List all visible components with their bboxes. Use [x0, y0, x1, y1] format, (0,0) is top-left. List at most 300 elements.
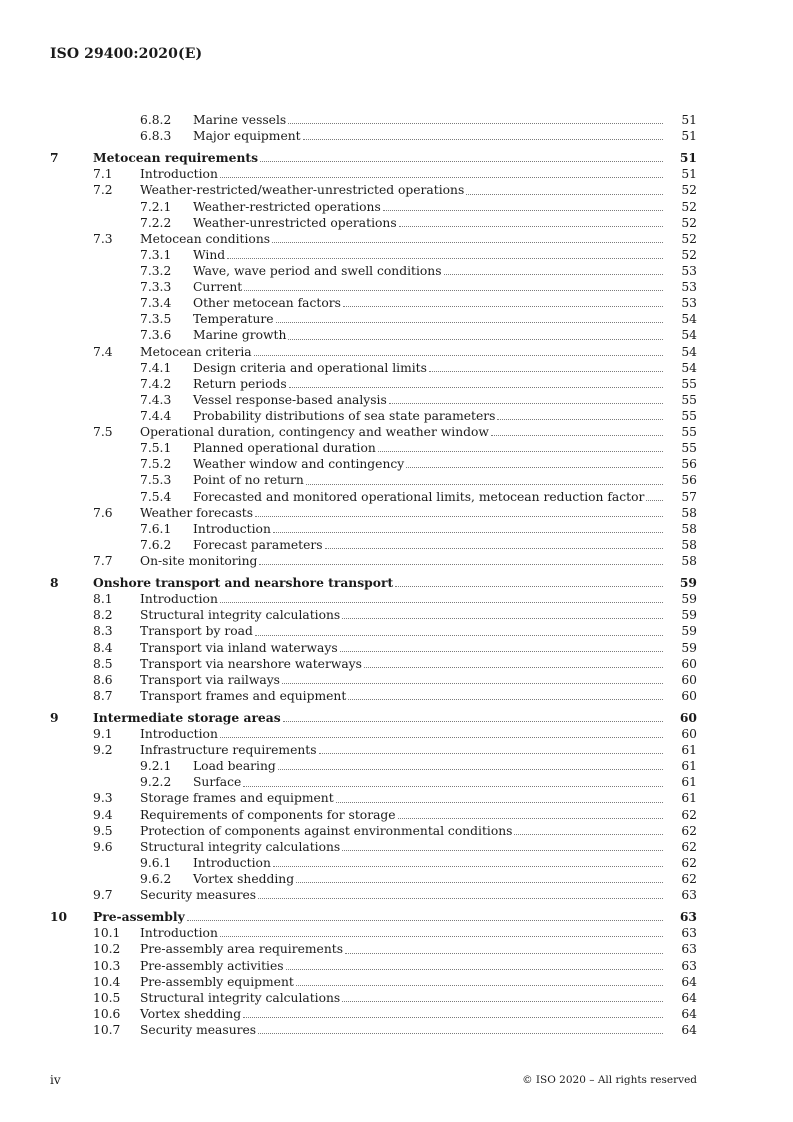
- toc-entry-title: Introduction: [140, 926, 218, 941]
- toc-entry[interactable]: [0, 128, 793, 144]
- toc-entry-number: 7.4.1: [140, 360, 172, 375]
- toc-entry-page: 59: [681, 608, 697, 623]
- toc-entry-title: Introduction: [140, 592, 218, 607]
- toc-entry-page: 64: [681, 990, 697, 1005]
- toc-entry-number: 7.4.2: [140, 376, 172, 391]
- toc-entry-number: 8.1: [93, 592, 113, 607]
- toc-entry-title: Security measures: [140, 1023, 257, 1038]
- toc-entry-page: 56: [681, 473, 697, 488]
- toc-entry-number: 7.6.1: [140, 521, 172, 536]
- dot-leader: [497, 418, 663, 420]
- toc-entry-page: 57: [681, 489, 697, 504]
- toc-entry-title: Transport via inland waterways: [140, 640, 338, 655]
- toc-entry-body: [93, 909, 665, 925]
- dot-leader: [282, 682, 663, 684]
- toc-entry[interactable]: [0, 247, 793, 263]
- dot-leader: [342, 1000, 663, 1002]
- toc-entry[interactable]: [0, 640, 793, 656]
- toc-entry-body: [193, 456, 665, 472]
- toc-entry-title: Transport frames and equipment: [140, 688, 347, 703]
- copyright-notice: © ISO 2020 – All rights reserved: [522, 1074, 697, 1086]
- toc-entry-number: 8: [50, 575, 59, 591]
- dot-leader: [296, 984, 663, 986]
- toc-entry[interactable]: [0, 887, 793, 903]
- toc-entry-body: [193, 215, 665, 231]
- toc-entry-number: 9.2.2: [140, 775, 172, 790]
- dot-leader: [258, 897, 663, 899]
- toc-entry-title: Forecasted and monitored operational limits, metocean reduction factor: [193, 489, 645, 504]
- toc-entry[interactable]: [0, 199, 793, 215]
- toc-entry-body: [193, 774, 665, 790]
- toc-entry-page: 51: [679, 150, 697, 166]
- toc-entry-page: 54: [681, 344, 697, 359]
- toc-entry-title: Intermediate storage areas: [93, 709, 281, 725]
- toc-entry-title: Forecast parameters: [193, 537, 323, 552]
- toc-entry-title: Pre-assembly activities: [140, 958, 284, 973]
- toc-entry-title: Current: [193, 280, 243, 295]
- toc-entry-number: 9.4: [93, 807, 113, 822]
- toc-entry-number: 7.5.3: [140, 473, 172, 488]
- toc-entry-title: Storage frames and equipment: [140, 791, 334, 806]
- dot-leader: [444, 273, 663, 275]
- toc-entry[interactable]: [0, 424, 793, 440]
- toc-entry[interactable]: [0, 553, 793, 569]
- toc-entry-body: [140, 887, 665, 903]
- toc-entry-title: Metocean criteria: [140, 344, 252, 359]
- dot-leader: [288, 338, 663, 340]
- toc-entry-page: 63: [681, 926, 697, 941]
- toc-entry[interactable]: [0, 231, 793, 247]
- toc-entry[interactable]: [0, 591, 793, 607]
- toc-entry-page: 58: [681, 553, 697, 568]
- dot-leader: [255, 515, 663, 517]
- toc-entry[interactable]: [0, 672, 793, 688]
- toc-entry-page: 52: [681, 247, 697, 262]
- dot-leader: [364, 666, 663, 668]
- toc-entry[interactable]: [0, 537, 793, 553]
- toc-entry-title: On-site monitoring: [140, 553, 258, 568]
- toc-entry-body: [193, 537, 665, 553]
- toc-entry[interactable]: [0, 607, 793, 623]
- toc-entry-number: 8.2: [93, 608, 113, 623]
- toc-entry[interactable]: [0, 360, 793, 376]
- toc-entry-number: 7.3: [93, 231, 113, 246]
- toc-entry-title: Design criteria and operational limits: [193, 360, 427, 375]
- toc-entry-number: 7.3.4: [140, 296, 172, 311]
- toc-entry[interactable]: [0, 807, 793, 823]
- toc-entry-body: [140, 974, 665, 990]
- toc-entry-number: 9.6: [93, 839, 113, 854]
- toc-entry-number: 10.7: [93, 1023, 121, 1038]
- toc-entry-page: 62: [681, 839, 697, 854]
- toc-entry[interactable]: [0, 823, 793, 839]
- toc-entry-page: 62: [681, 823, 697, 838]
- page-number: iv: [50, 1073, 61, 1087]
- toc-entry[interactable]: [0, 440, 793, 456]
- dot-leader: [260, 160, 663, 162]
- toc-entry-title: Introduction: [193, 521, 271, 536]
- toc-entry-page: 58: [681, 537, 697, 552]
- dot-leader: [220, 736, 663, 738]
- toc-entry-page: 55: [681, 376, 697, 391]
- toc-entry-page: 53: [681, 296, 697, 311]
- toc-entry-number: 7: [50, 150, 59, 166]
- toc-entry-number: 6.8.2: [140, 113, 172, 127]
- toc-entry[interactable]: [0, 839, 793, 855]
- toc-entry-title: Weather forecasts: [140, 505, 254, 520]
- dot-leader: [272, 241, 663, 243]
- toc-entry-number: 7.4: [93, 344, 113, 359]
- toc-entry[interactable]: [0, 974, 793, 990]
- toc-entry-page: 51: [681, 129, 697, 144]
- toc-entry-title: Metocean requirements: [93, 150, 259, 166]
- toc-entry-number: 7.5: [93, 425, 113, 440]
- toc-entry-title: Weather-unrestricted operations: [193, 215, 397, 230]
- toc-entry-body: [140, 656, 665, 672]
- toc-entry-title: Onshore transport and nearshore transport: [93, 575, 394, 591]
- toc-entry-body: [140, 607, 665, 623]
- toc-entry-number: 10.4: [93, 974, 121, 989]
- toc-entry-number: 7.3.5: [140, 312, 172, 327]
- toc-entry-page: 59: [681, 592, 697, 607]
- toc-entry[interactable]: [0, 521, 793, 537]
- dot-leader: [286, 968, 663, 970]
- toc-entry-page: 60: [681, 688, 697, 703]
- toc-entry-title: Weather window and contingency: [193, 457, 405, 472]
- toc-entry-title: Load bearing: [193, 759, 276, 774]
- dot-leader: [342, 617, 663, 619]
- toc-entry-body: [193, 279, 665, 295]
- toc-entry-number: 7.2.1: [140, 199, 172, 214]
- toc-entry-number: 7.1: [93, 167, 113, 182]
- toc-entry-body: [193, 263, 665, 279]
- toc-entry-page: 60: [681, 656, 697, 671]
- toc-entry-page: 53: [681, 263, 697, 278]
- toc-entry-page: 53: [681, 280, 697, 295]
- dot-leader: [254, 354, 663, 356]
- toc-entry-body: [193, 871, 665, 887]
- toc-entry-page: 54: [681, 360, 697, 375]
- dot-leader: [255, 634, 663, 636]
- toc-entry-page: 58: [681, 521, 697, 536]
- toc-entry-number: 8.7: [93, 688, 113, 703]
- toc-entry-number: 9.2: [93, 743, 113, 758]
- toc-entry[interactable]: [0, 774, 793, 790]
- dot-leader: [220, 601, 663, 603]
- toc-entry-number: 8.4: [93, 640, 113, 655]
- toc-entry-page: 55: [681, 408, 697, 423]
- toc-entry-body: [140, 790, 665, 806]
- dot-leader: [345, 952, 663, 954]
- toc-entry-body: [193, 247, 665, 263]
- toc-entry-title: Security measures: [140, 888, 257, 903]
- toc-entry[interactable]: [0, 925, 793, 941]
- toc-entry[interactable]: [0, 726, 793, 742]
- toc-entry-title: Pre-assembly: [93, 909, 185, 925]
- toc-entry-number: 8.5: [93, 656, 113, 671]
- toc-entry-number: 9: [50, 709, 59, 725]
- dot-leader: [296, 881, 663, 883]
- toc-entry-page: 60: [681, 672, 697, 687]
- dot-leader: [276, 321, 663, 323]
- toc-entry-title: Point of no return: [193, 473, 304, 488]
- toc-entry-body: [140, 958, 665, 974]
- toc-entry-body: [140, 742, 665, 758]
- toc-entry[interactable]: [0, 456, 793, 472]
- toc-entry-page: 63: [681, 942, 697, 957]
- toc-entry[interactable]: [0, 1022, 793, 1038]
- toc-entry[interactable]: [0, 656, 793, 672]
- toc-entry-page: 54: [681, 328, 697, 343]
- toc-entry-number: 7.4.4: [140, 408, 172, 423]
- toc-entry-number: 10.3: [93, 958, 121, 973]
- toc-entry[interactable]: [0, 376, 793, 392]
- toc-entry[interactable]: [0, 623, 793, 639]
- toc-entry-body: [193, 489, 665, 505]
- toc-entry-page: 51: [681, 167, 697, 182]
- toc-entry-title: Structural integrity calculations: [140, 990, 341, 1005]
- toc-entry-page: 51: [681, 113, 697, 127]
- toc-entry-page: 52: [681, 231, 697, 246]
- dot-leader: [336, 801, 663, 803]
- toc-entry-number: 7.3.2: [140, 263, 172, 278]
- toc-entry-body: [193, 295, 665, 311]
- toc-entry-title: Introduction: [140, 167, 218, 182]
- toc-entry-number: 10.1: [93, 926, 121, 941]
- toc-entry[interactable]: [0, 742, 793, 758]
- toc-entry-number: 7.2: [93, 183, 113, 198]
- toc-entry-body: [140, 823, 665, 839]
- toc-entry[interactable]: [0, 408, 793, 424]
- toc-entry[interactable]: [0, 472, 793, 488]
- toc-entry-title: Temperature: [193, 312, 274, 327]
- toc-entry[interactable]: [0, 505, 793, 521]
- dot-leader: [398, 817, 663, 819]
- toc-entry-number: 8.3: [93, 624, 113, 639]
- toc-entry-number: 9.2.1: [140, 759, 172, 774]
- dot-leader: [187, 919, 663, 921]
- dot-leader: [273, 865, 663, 867]
- toc-entry-number: 9.6.2: [140, 872, 172, 887]
- toc-entry-title: Introduction: [140, 727, 218, 742]
- toc-entry-title: Weather-restricted operations: [193, 199, 381, 214]
- toc-entry[interactable]: [0, 941, 793, 957]
- toc-entry[interactable]: [0, 575, 793, 591]
- toc-entry-title: Metocean conditions: [140, 231, 271, 246]
- toc-entry-page: 52: [681, 215, 697, 230]
- toc-entry[interactable]: [0, 990, 793, 1006]
- dot-leader: [389, 402, 663, 404]
- toc-entry[interactable]: [0, 688, 793, 704]
- toc-entry[interactable]: [0, 871, 793, 887]
- toc-entry-body: [193, 855, 665, 871]
- toc-entry-body: [193, 408, 665, 424]
- toc-entry[interactable]: [0, 758, 793, 774]
- toc-entry-body: [140, 344, 665, 360]
- toc-entry-number: 7.3.1: [140, 247, 172, 262]
- toc-entry-body: [140, 553, 665, 569]
- toc-entry-body: [93, 710, 665, 726]
- toc-entry-page: 61: [681, 775, 697, 790]
- toc-entry-body: [193, 311, 665, 327]
- dot-leader: [243, 1016, 663, 1018]
- toc-entry-body: [193, 758, 665, 774]
- toc-entry[interactable]: [0, 790, 793, 806]
- toc-entry-body: [93, 575, 665, 591]
- toc-entry-number: 9.5: [93, 823, 113, 838]
- toc-entry-body: [193, 472, 665, 488]
- toc-entry-body: [193, 112, 665, 128]
- toc-entry[interactable]: [0, 489, 793, 505]
- toc-entry-body: [193, 392, 665, 408]
- toc-entry-body: [140, 941, 665, 957]
- toc-entry-page: 60: [679, 709, 697, 725]
- toc-entry-page: 59: [681, 624, 697, 639]
- toc-entry-title: Vortex shedding: [140, 1006, 242, 1021]
- toc-entry-page: 61: [681, 743, 697, 758]
- toc-entry-title: Other metocean factors: [193, 296, 341, 311]
- dot-leader: [348, 698, 663, 700]
- toc-entry-page: 62: [681, 807, 697, 822]
- toc-entry-number: 10.2: [93, 942, 121, 957]
- toc-entry-number: 7.5.2: [140, 457, 172, 472]
- toc-entry-page: 61: [681, 759, 697, 774]
- toc-entry-body: [140, 640, 665, 656]
- dot-leader: [220, 935, 663, 937]
- toc-entry-number: 7.6.2: [140, 537, 172, 552]
- dot-leader: [220, 176, 663, 178]
- dot-leader: [491, 434, 663, 436]
- dot-leader: [406, 466, 663, 468]
- document-id-header: ISO 29400:2020(E): [50, 46, 203, 62]
- toc-entry-page: 64: [681, 974, 697, 989]
- toc-entry-page: 59: [679, 575, 697, 591]
- toc-entry-number: 9.1: [93, 727, 113, 742]
- toc-entry-body: [140, 424, 665, 440]
- toc-entry-number: 7.5.1: [140, 441, 172, 456]
- toc-entry-number: 7.2.2: [140, 215, 172, 230]
- toc-entry-body: [140, 505, 665, 521]
- toc-entry-title: Return periods: [193, 376, 287, 391]
- toc-entry[interactable]: [0, 392, 793, 408]
- toc-entry-number: 10.6: [93, 1006, 121, 1021]
- toc-entry[interactable]: [0, 263, 793, 279]
- toc-entry-title: Wave, wave period and swell conditions: [193, 263, 442, 278]
- toc-entry[interactable]: [0, 710, 793, 726]
- toc-entry-page: 62: [681, 872, 697, 887]
- toc-entry[interactable]: [0, 909, 793, 925]
- toc-entry[interactable]: [0, 295, 793, 311]
- toc-entry[interactable]: [0, 344, 793, 360]
- toc-entry-number: 7.6: [93, 505, 113, 520]
- toc-entry-title: Pre-assembly equipment: [140, 974, 294, 989]
- toc-entry-body: [140, 672, 665, 688]
- toc-entry-number: 10: [50, 909, 68, 925]
- toc-entry-number: 9.3: [93, 791, 113, 806]
- toc-entry-number: 7.4.3: [140, 392, 172, 407]
- toc-entry[interactable]: [0, 112, 793, 128]
- dot-leader: [343, 305, 663, 307]
- dot-leader: [244, 289, 663, 291]
- toc-entry-body: [193, 327, 665, 343]
- toc-entry-body: [140, 591, 665, 607]
- toc-entry[interactable]: [0, 150, 793, 166]
- dot-leader: [289, 386, 663, 388]
- dot-leader: [383, 209, 663, 211]
- toc-entry-title: Transport via nearshore waterways: [140, 656, 362, 671]
- toc-entry-number: 7.3.6: [140, 328, 172, 343]
- toc-entry-title: Probability distributions of sea state parameters: [193, 408, 496, 423]
- toc-entry-number: 7.7: [93, 553, 113, 568]
- toc-entry-page: 52: [681, 199, 697, 214]
- toc-entry[interactable]: [0, 1006, 793, 1022]
- dot-leader: [227, 257, 663, 259]
- toc-entry-body: [140, 623, 665, 639]
- dot-leader: [319, 752, 663, 754]
- toc-entry[interactable]: [0, 166, 793, 182]
- toc-entry-page: 55: [681, 441, 697, 456]
- toc-entry[interactable]: [0, 182, 793, 198]
- toc-entry-title: Marine vessels: [193, 113, 287, 127]
- toc-entry-title: Introduction: [193, 855, 271, 870]
- dot-leader: [278, 768, 663, 770]
- toc-entry[interactable]: [0, 279, 793, 295]
- dot-leader: [514, 833, 663, 835]
- toc-entry-body: [193, 199, 665, 215]
- dot-leader: [429, 370, 663, 372]
- toc-entry-title: Vessel response-based analysis: [193, 392, 387, 407]
- toc-entry-body: [140, 925, 665, 941]
- toc-entry-number: 9.6.1: [140, 855, 172, 870]
- toc-entry-title: Requirements of components for storage: [140, 807, 396, 822]
- dot-leader: [340, 650, 663, 652]
- toc-entry-title: Planned operational duration: [193, 441, 376, 456]
- toc-entry-title: Transport by road: [140, 624, 253, 639]
- toc-entry-number: 10.5: [93, 990, 121, 1005]
- toc-entry-page: 56: [681, 457, 697, 472]
- toc-entry-body: [140, 688, 665, 704]
- toc-entry-title: Structural integrity calculations: [140, 608, 341, 623]
- toc-entry[interactable]: [0, 311, 793, 327]
- dot-leader: [395, 585, 663, 587]
- dot-leader: [273, 531, 663, 533]
- toc-entry-body: [140, 1006, 665, 1022]
- toc-entry-page: 59: [681, 640, 697, 655]
- dot-leader: [243, 785, 663, 787]
- toc-entry-page: 55: [681, 392, 697, 407]
- toc-entry-title: Major equipment: [193, 129, 301, 144]
- toc-entry-title: Operational duration, contingency and weather window: [140, 425, 489, 440]
- toc-entry-page: 58: [681, 505, 697, 520]
- toc-entry-title: Structural integrity calculations: [140, 839, 341, 854]
- toc-entry-body: [193, 440, 665, 456]
- toc-entry-page: 63: [681, 888, 697, 903]
- dot-leader: [646, 499, 663, 501]
- toc-entry-number: 8.6: [93, 672, 113, 687]
- toc-entry-page: 60: [681, 727, 697, 742]
- dot-leader: [399, 225, 663, 227]
- toc-entry[interactable]: [0, 215, 793, 231]
- toc-entry-body: [140, 231, 665, 247]
- toc-entry[interactable]: [0, 958, 793, 974]
- toc-entry-number: 6.8.3: [140, 129, 172, 144]
- toc-entry-number: 7.3.3: [140, 280, 172, 295]
- toc-entry-page: 54: [681, 312, 697, 327]
- toc-entry-number: 7.5.4: [140, 489, 172, 504]
- toc-entry[interactable]: [0, 855, 793, 871]
- toc-entry[interactable]: [0, 327, 793, 343]
- dot-leader: [342, 849, 663, 851]
